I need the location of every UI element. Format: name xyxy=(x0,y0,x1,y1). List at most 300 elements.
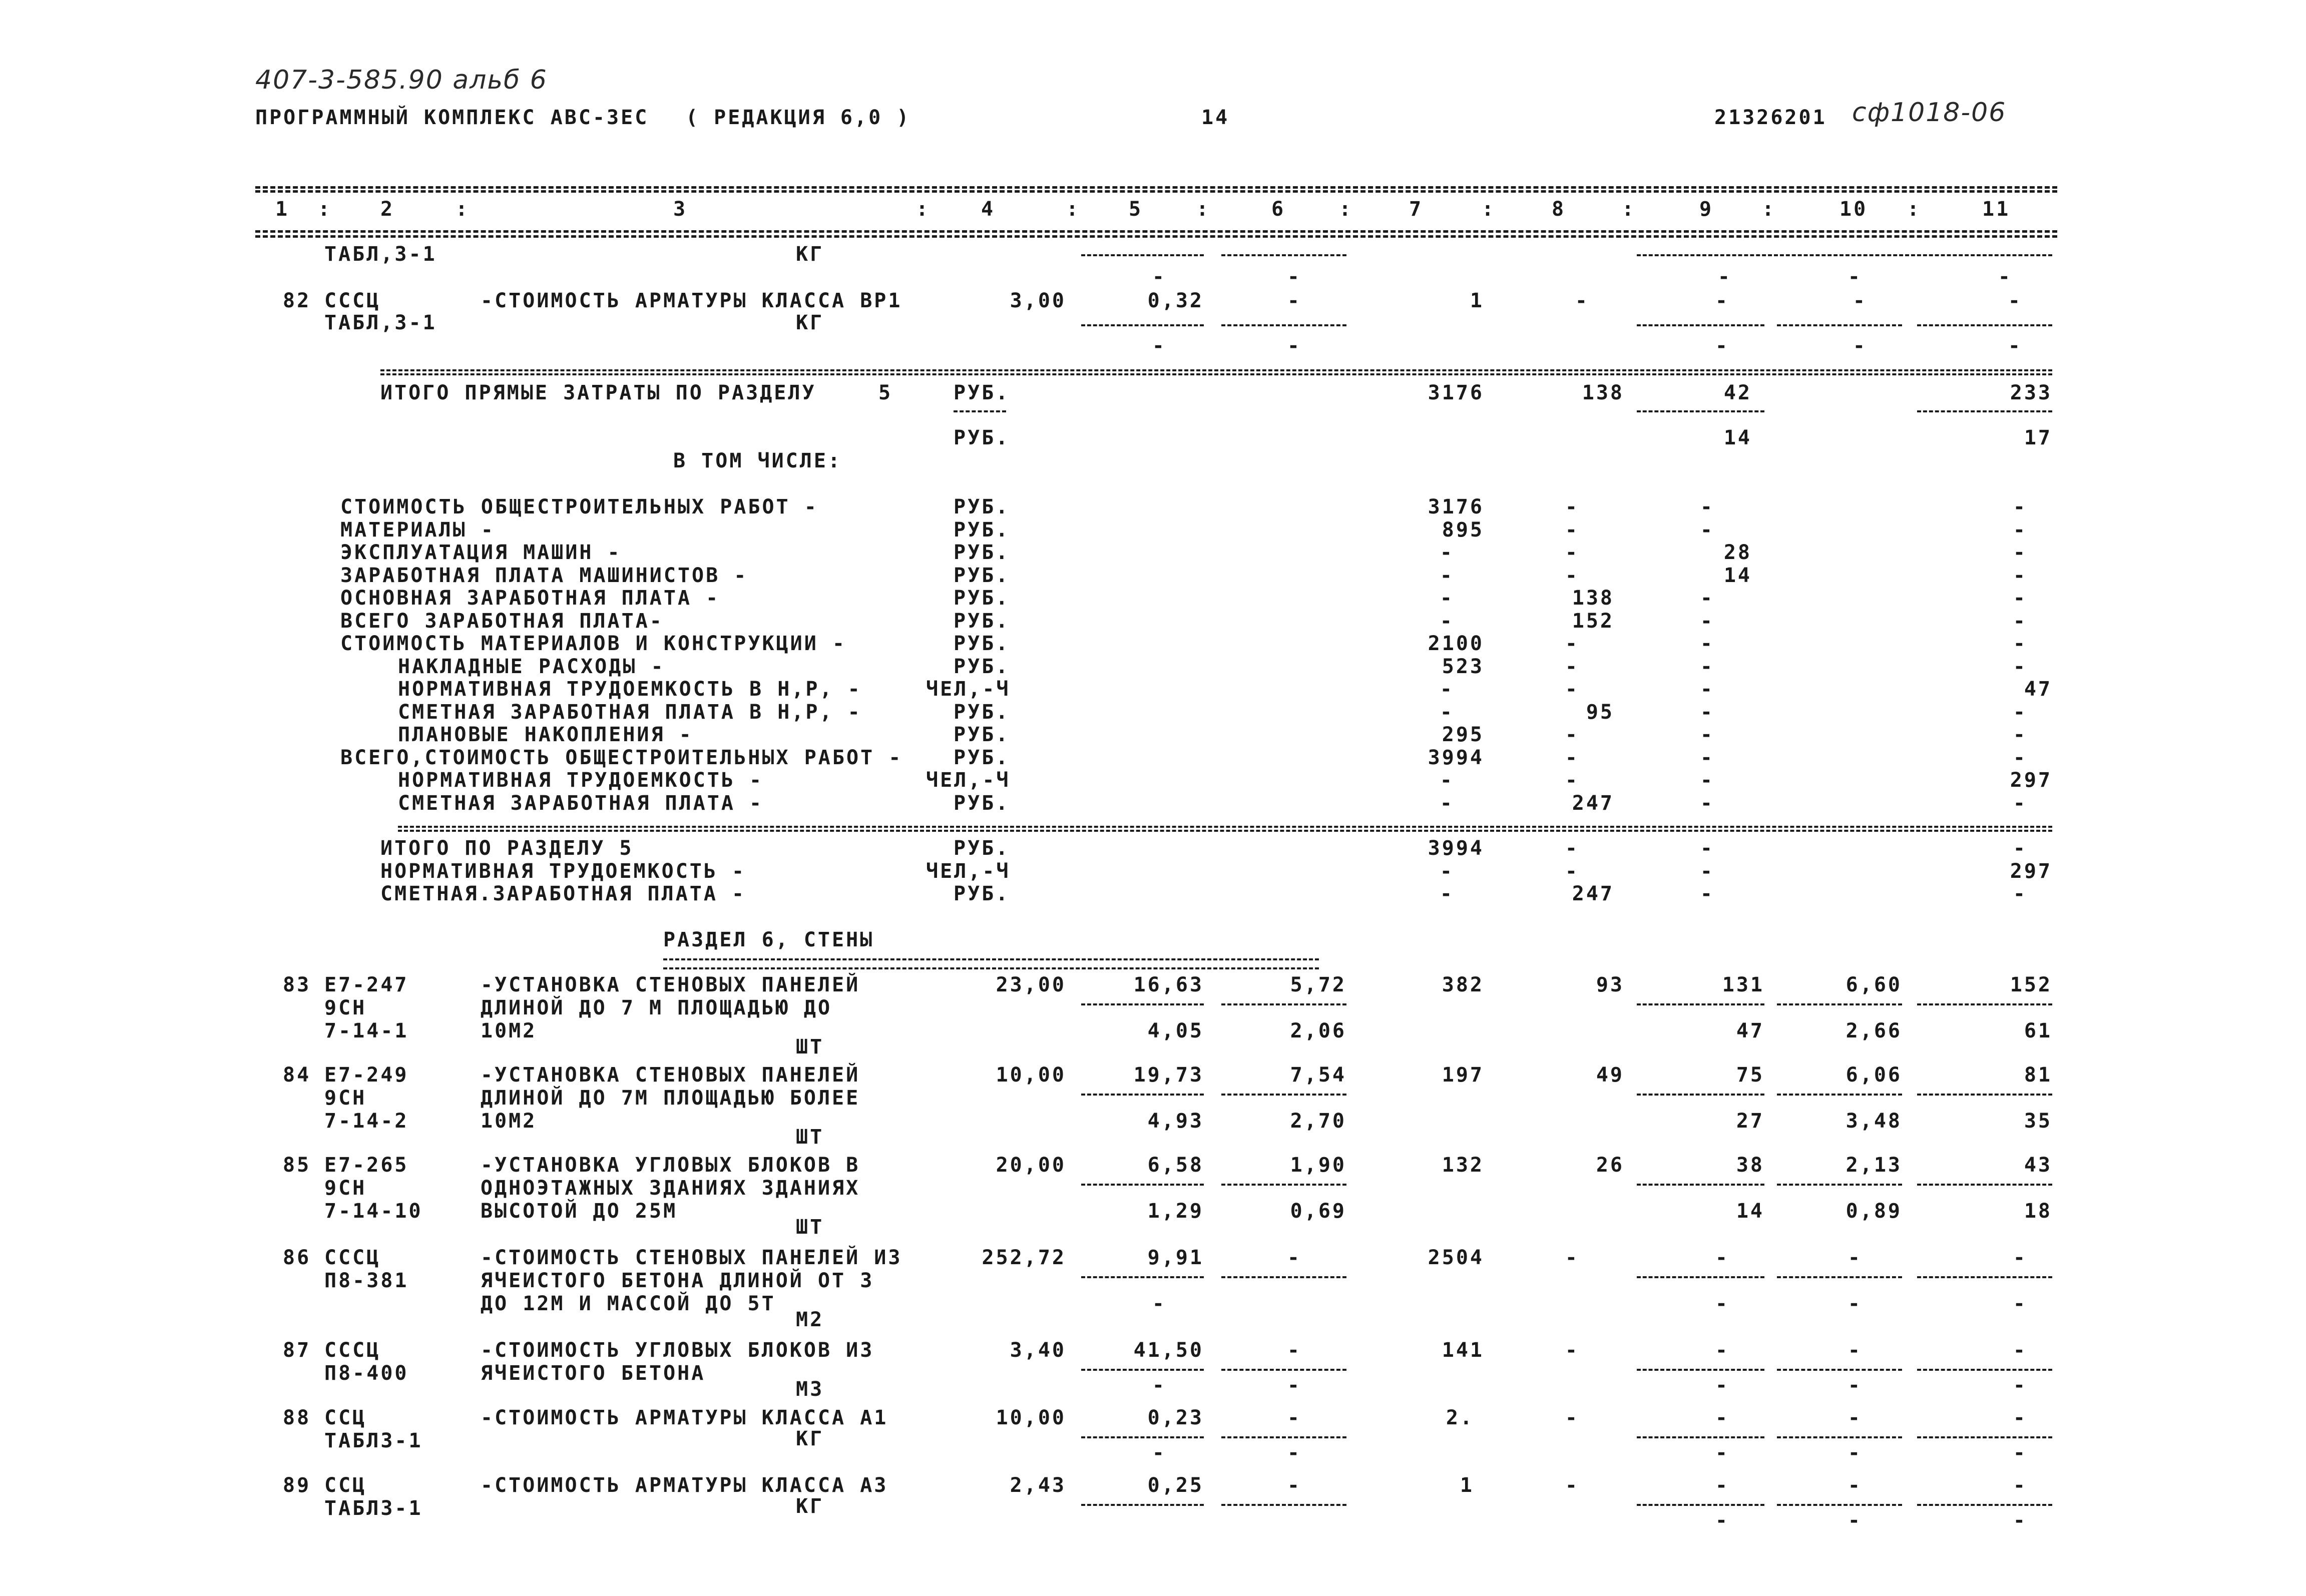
item-labour-unit: - xyxy=(1848,1339,1862,1362)
section-end-c9: - xyxy=(1700,837,1714,860)
col9-subrule xyxy=(1637,410,1764,412)
breakdown-c8: - xyxy=(1565,769,1579,792)
item-code: ССЦ xyxy=(324,1406,367,1429)
item-quantity: 252,72 xyxy=(982,1246,1066,1269)
item-code: Е7-249 xyxy=(324,1063,409,1087)
item-code: ТАБЛ3-1 xyxy=(324,1497,423,1520)
section-total-c9: 42 xyxy=(1723,381,1752,404)
col10-subrule xyxy=(1777,1369,1902,1371)
col6-subrule xyxy=(1221,1436,1346,1438)
item-machine-total-sub: - xyxy=(1715,1374,1729,1397)
item-unit-cost-sub: - xyxy=(1152,1441,1166,1464)
item-machine-total: - xyxy=(1715,1406,1729,1429)
item-description: ДЛИНОЙ ДО 7М ПЛОЩАДЬЮ БОЛЕЕ xyxy=(481,1087,860,1110)
item-number: 83 xyxy=(283,973,311,996)
breakdown-c8: 152 xyxy=(1572,609,1614,633)
col11-subrule xyxy=(1917,1094,2052,1096)
col11-subrule xyxy=(1917,1369,2052,1371)
col5-subrule xyxy=(1081,1003,1204,1005)
section-end-c7: - xyxy=(1440,859,1454,883)
breakdown-c8: - xyxy=(1565,564,1579,587)
item-labour-total: 152 xyxy=(2010,973,2052,996)
item-machine-total-sub: - xyxy=(1715,1509,1729,1532)
labour-unit-sub: - xyxy=(1853,334,1867,357)
breakdown-c11: - xyxy=(2013,541,2027,564)
breakdown-c9: 28 xyxy=(1723,541,1752,564)
item-labour-total-sub: - xyxy=(2013,1374,2027,1397)
item-description: -СТОИМОСТЬ АРМАТУРЫ КЛАССА А1 xyxy=(481,1406,888,1429)
item-wage: - xyxy=(1565,1246,1579,1269)
row-number: 82 xyxy=(283,289,311,312)
item-labour-unit-sub: 0,89 xyxy=(1846,1200,1902,1223)
item-description: ВЫСОТОЙ ДО 25М xyxy=(481,1200,678,1223)
breakdown-label: СТОИМОСТЬ ОБЩЕСТРОИТЕЛЬНЫХ РАБОТ - xyxy=(340,495,818,518)
item-labour-unit: 6,06 xyxy=(1846,1063,1902,1087)
item-total: 2504 xyxy=(1428,1246,1484,1269)
breakdown-end-rule xyxy=(398,826,2052,828)
breakdown-c7: - xyxy=(1440,587,1454,610)
item-unit-cost: 9,91 xyxy=(1147,1246,1204,1269)
item-unit-cost-sub: - xyxy=(1152,1374,1166,1397)
breakdown-c11: - xyxy=(2013,723,2027,746)
section-total-c9b: 14 xyxy=(1723,426,1752,449)
breakdown-c9: - xyxy=(1700,518,1714,542)
item-number: 85 xyxy=(283,1154,311,1177)
item-machine-total-sub: - xyxy=(1715,1441,1729,1464)
breakdown-c9: 14 xyxy=(1723,564,1752,587)
item-total: 132 xyxy=(1442,1154,1484,1177)
section-end-c7: 3994 xyxy=(1428,837,1484,860)
item-machine-total-sub: 14 xyxy=(1736,1200,1764,1223)
machine-total-sub: - xyxy=(1715,334,1729,357)
breakdown-unit: РУБ. xyxy=(954,655,1010,678)
item-unit-cost: 19,73 xyxy=(1133,1063,1204,1087)
col9-subrule xyxy=(1637,1184,1764,1186)
item-labour-unit: 6,60 xyxy=(1846,973,1902,996)
column-separator: : xyxy=(1339,198,1353,221)
breakdown-c11: - xyxy=(2013,746,2027,769)
header-rule-2 xyxy=(255,235,2057,238)
item-unit-cost: 0,23 xyxy=(1147,1406,1204,1429)
column-number: 3 xyxy=(673,198,688,221)
col5-subrule xyxy=(1081,1184,1204,1186)
total-cost: 1 xyxy=(1470,289,1484,312)
breakdown-c11: - xyxy=(2013,700,2027,724)
item-description: 10М2 xyxy=(481,1110,537,1133)
item-total: 197 xyxy=(1442,1063,1484,1087)
section-end-c11: - xyxy=(2013,882,2027,905)
item-labour-total: - xyxy=(2013,1339,2027,1362)
column-number: 10 xyxy=(1839,198,1868,221)
item-quantity: 23,00 xyxy=(996,973,1066,996)
item-machine-total-sub: 27 xyxy=(1736,1110,1764,1133)
col5-subrule xyxy=(1081,254,1204,256)
col6-subrule xyxy=(1221,324,1346,326)
item-labour-total-sub: 18 xyxy=(2024,1200,2052,1223)
breakdown-label: ВСЕГО,СТОИМОСТЬ ОБЩЕСТРОИТЕЛЬНЫХ РАБОТ - xyxy=(340,746,903,769)
section-total-unit: РУБ. xyxy=(954,381,1010,404)
item-labour-total-sub: 61 xyxy=(2024,1019,2052,1042)
item-code: 9СН xyxy=(324,1177,367,1200)
item-code: 9СН xyxy=(324,996,367,1019)
breakdown-c7: - xyxy=(1440,791,1454,815)
breakdown-unit: ЧЕЛ,-Ч xyxy=(926,769,1011,792)
item-code: П8-400 xyxy=(324,1362,409,1385)
item-description: -СТОИМОСТЬ УГЛОВЫХ БЛОКОВ ИЗ xyxy=(481,1339,874,1362)
item-labour-unit: - xyxy=(1848,1406,1862,1429)
col10-subrule xyxy=(1777,1436,1902,1438)
section-end-label: ИТОГО ПО РАЗДЕЛУ 5 xyxy=(380,837,634,860)
col9-subrule xyxy=(1637,1504,1764,1506)
breakdown-label: СМЕТНАЯ ЗАРАБОТНАЯ ПЛАТА В Н,Р, - xyxy=(398,700,862,724)
col9-subrule xyxy=(1637,1094,1764,1096)
item-unit-cost-sub: 1,29 xyxy=(1147,1200,1204,1223)
dash: - xyxy=(1152,265,1166,288)
breakdown-unit: РУБ. xyxy=(954,609,1010,633)
breakdown-c9: - xyxy=(1700,632,1714,655)
breakdown-c9: - xyxy=(1700,495,1714,518)
col6-subrule xyxy=(1221,1094,1346,1096)
item-labour-total-sub: - xyxy=(2013,1292,2027,1315)
item-quantity: 20,00 xyxy=(996,1154,1066,1177)
unit-cost: 0,32 xyxy=(1147,289,1204,312)
col5-subrule xyxy=(1081,324,1204,326)
labour-unit: - xyxy=(1853,289,1867,312)
col11-subrule xyxy=(1917,1436,2052,1438)
col11-subrule xyxy=(1917,1276,2052,1278)
col5-subrule xyxy=(1081,1436,1204,1438)
unit-cost-sub: - xyxy=(1152,334,1166,357)
col10-subrule xyxy=(1777,324,1902,326)
item-code: СССЦ xyxy=(324,1246,381,1269)
breakdown-label: МАТЕРИАЛЫ - xyxy=(340,518,495,542)
breakdown-c8: 247 xyxy=(1572,791,1614,815)
item-quantity: 10,00 xyxy=(996,1406,1066,1429)
col9-subrule xyxy=(1637,1436,1764,1438)
col9-11-subrule xyxy=(1637,254,2052,256)
breakdown-c8: - xyxy=(1565,723,1579,746)
item-unit-cost: 0,25 xyxy=(1147,1474,1204,1497)
item-quantity: 10,00 xyxy=(996,1063,1066,1087)
item-code: СССЦ xyxy=(324,1339,381,1362)
breakdown-label: ВСЕГО ЗАРАБОТНАЯ ПЛАТА- xyxy=(340,609,664,633)
breakdown-unit: РУБ. xyxy=(954,746,1010,769)
section-end-c11: - xyxy=(2013,837,2027,860)
column-number: 8 xyxy=(1552,198,1566,221)
section-total-label: ИТОГО ПРЯМЫЕ ЗАТРАТЫ ПО РАЗДЕЛУ xyxy=(380,381,816,404)
item-labour-unit-sub: - xyxy=(1848,1374,1862,1397)
item-machine-cost: - xyxy=(1287,1246,1301,1269)
item-unit: М2 xyxy=(796,1308,824,1331)
breakdown-c7: 3994 xyxy=(1428,746,1484,769)
item-number: 88 xyxy=(283,1406,311,1429)
col9-subrule xyxy=(1637,1003,1764,1005)
top-rule-2 xyxy=(255,190,2057,193)
col11-subrule xyxy=(1917,1184,2052,1186)
section-end-label: НОРМАТИВНАЯ ТРУДОЕМКОСТЬ - xyxy=(380,859,746,883)
item-total: 141 xyxy=(1442,1339,1484,1362)
item-machine-total: 38 xyxy=(1736,1154,1764,1177)
item-description: -СТОИМОСТЬ АРМАТУРЫ КЛАССА А3 xyxy=(481,1474,888,1497)
col9-subrule xyxy=(1637,1369,1764,1371)
col9-subrule xyxy=(1637,1276,1764,1278)
section-end-c8: - xyxy=(1565,837,1579,860)
including-heading: В ТОМ ЧИСЛЕ: xyxy=(673,449,842,472)
row-code: ТАБЛ,3-1 xyxy=(324,243,437,266)
breakdown-label: НОРМАТИВНАЯ ТРУДОЕМКОСТЬ - xyxy=(398,769,764,792)
section-end-c8: 247 xyxy=(1572,882,1614,905)
item-machine-cost-sub: - xyxy=(1287,1441,1301,1464)
column-separator: : xyxy=(1066,198,1081,221)
breakdown-c7: - xyxy=(1440,609,1454,633)
item-code: Е7-265 xyxy=(324,1154,409,1177)
item-machine-cost-sub: 2,70 xyxy=(1290,1110,1346,1133)
section-end-c8: - xyxy=(1565,859,1579,883)
col10-subrule xyxy=(1777,1094,1902,1096)
col11-subrule xyxy=(1917,1504,2052,1506)
item-unit-cost: 16,63 xyxy=(1133,973,1204,996)
item-quantity: 3,40 xyxy=(1010,1339,1066,1362)
column-separator: : xyxy=(1907,198,1922,221)
col6-subrule xyxy=(1221,254,1346,256)
item-labour-unit-sub: 2,66 xyxy=(1846,1019,1902,1042)
item-unit-cost: 6,58 xyxy=(1147,1154,1204,1177)
item-unit-cost: 41,50 xyxy=(1133,1339,1204,1362)
column-number: 1 xyxy=(275,198,290,221)
item-number: 84 xyxy=(283,1063,311,1087)
column-separator: : xyxy=(916,198,931,221)
item-machine-cost-sub: 0,69 xyxy=(1290,1200,1346,1223)
breakdown-c9: - xyxy=(1700,609,1714,633)
breakdown-c9: - xyxy=(1700,723,1714,746)
breakdown-label: НОРМАТИВНАЯ ТРУДОЕМКОСТЬ В Н,Р, - xyxy=(398,678,862,701)
breakdown-c11: 297 xyxy=(2010,769,2052,792)
item-unit: ШТ xyxy=(796,1216,824,1239)
item-description: 10М2 xyxy=(481,1019,537,1042)
item-unit: КГ xyxy=(796,1495,824,1518)
breakdown-c7: 295 xyxy=(1442,723,1484,746)
item-description: ЯЧЕИСТОГО БЕТОНА xyxy=(481,1362,706,1385)
breakdown-c7: 2100 xyxy=(1428,632,1484,655)
item-code: 7-14-2 xyxy=(324,1110,409,1133)
breakdown-c8: - xyxy=(1565,746,1579,769)
breakdown-c7: 895 xyxy=(1442,518,1484,542)
breakdown-c11: - xyxy=(2013,655,2027,678)
item-unit-cost-sub: 4,93 xyxy=(1147,1110,1204,1133)
section-total-unit2: РУБ. xyxy=(954,426,1010,449)
breakdown-c11: - xyxy=(2013,587,2027,610)
col10-subrule xyxy=(1777,1184,1902,1186)
edition: ( РЕДАКЦИЯ 6,0 ) xyxy=(686,106,911,129)
column-separator: : xyxy=(318,198,332,221)
item-wage: 49 xyxy=(1596,1063,1624,1087)
item-wage: - xyxy=(1565,1339,1579,1362)
section-total-c11: 233 xyxy=(2010,381,2052,404)
column-separator: : xyxy=(1762,198,1776,221)
breakdown-c8: - xyxy=(1565,541,1579,564)
section-title: РАЗДЕЛ 6, СТЕНЫ xyxy=(663,928,874,951)
section-end-c7: - xyxy=(1440,882,1454,905)
breakdown-unit: РУБ. xyxy=(954,723,1010,746)
breakdown-label: НАКЛАДНЫЕ РАСХОДЫ - xyxy=(398,655,665,678)
labour-total-sub: - xyxy=(2008,334,2022,357)
breakdown-c8: - xyxy=(1565,632,1579,655)
item-machine-total: - xyxy=(1715,1246,1729,1269)
col10-subrule xyxy=(1777,1504,1902,1506)
item-labour-total: - xyxy=(2013,1246,2027,1269)
item-unit: ШТ xyxy=(796,1126,824,1149)
item-labour-total: - xyxy=(2013,1406,2027,1429)
wage-cost: - xyxy=(1575,289,1589,312)
section-end-unit: РУБ. xyxy=(954,882,1010,905)
breakdown-c9: - xyxy=(1700,746,1714,769)
breakdown-label: ЗАРАБОТНАЯ ПЛАТА МАШИНИСТОВ - xyxy=(340,564,748,587)
column-separator: : xyxy=(1196,198,1211,221)
column-number: 6 xyxy=(1271,198,1286,221)
breakdown-c11: - xyxy=(2013,564,2027,587)
breakdown-c11: - xyxy=(2013,791,2027,815)
item-unit-cost-sub: 4,05 xyxy=(1147,1019,1204,1042)
item-code: ТАБЛ3-1 xyxy=(324,1429,423,1452)
col11-subrule xyxy=(1917,324,2052,326)
breakdown-label: СТОИМОСТЬ МАТЕРИАЛОВ И КОНСТРУКЦИИ - xyxy=(340,632,846,655)
col9-subrule xyxy=(1637,324,1764,326)
item-machine-total: - xyxy=(1715,1339,1729,1362)
breakdown-label: СМЕТНАЯ ЗАРАБОТНАЯ ПЛАТА - xyxy=(398,791,764,815)
col10-subrule xyxy=(1777,1003,1902,1005)
item-labour-unit: 2,13 xyxy=(1846,1154,1902,1177)
machine-cost: - xyxy=(1287,289,1301,312)
breakdown-c8: - xyxy=(1565,655,1579,678)
breakdown-c7: - xyxy=(1440,700,1454,724)
row-code: СССЦ xyxy=(324,289,381,312)
item-machine-cost: 1,90 xyxy=(1290,1154,1346,1177)
item-description: -УСТАНОВКА СТЕНОВЫХ ПАНЕЛЕЙ xyxy=(481,1063,860,1087)
handwritten-sheet-code: сф1018-06 xyxy=(1852,98,2007,128)
machine-cost-sub: - xyxy=(1287,334,1301,357)
item-labour-unit-sub: - xyxy=(1848,1509,1862,1532)
item-unit: КГ xyxy=(796,1427,824,1450)
item-labour-unit-sub: 3,48 xyxy=(1846,1110,1902,1133)
item-code: 7-14-1 xyxy=(324,1019,409,1042)
breakdown-unit: РУБ. xyxy=(954,495,1010,518)
item-labour-unit-sub: - xyxy=(1848,1292,1862,1315)
breakdown-label: ЭКСПЛУАТАЦИЯ МАШИН - xyxy=(340,541,622,564)
row-description: -СТОИМОСТЬ АРМАТУРЫ КЛАССА ВР1 xyxy=(481,289,902,312)
item-code: ССЦ xyxy=(324,1474,367,1497)
header-rule xyxy=(255,230,2057,233)
column-number: 7 xyxy=(1409,198,1424,221)
breakdown-unit: РУБ. xyxy=(954,518,1010,542)
breakdown-unit: РУБ. xyxy=(954,632,1010,655)
breakdown-c7: - xyxy=(1440,678,1454,701)
item-code: П8-381 xyxy=(324,1269,409,1292)
section-number: 5 xyxy=(878,381,893,404)
item-description: ЯЧЕИСТОГО БЕТОНА ДЛИНОЙ ОТ 3 xyxy=(481,1269,874,1292)
item-description: -УСТАНОВКА СТЕНОВЫХ ПАНЕЛЕЙ xyxy=(481,973,860,996)
col5-subrule xyxy=(1081,1094,1204,1096)
column-number: 4 xyxy=(981,198,996,221)
breakdown-c9: - xyxy=(1700,655,1714,678)
breakdown-c9: - xyxy=(1700,791,1714,815)
breakdown-c9: - xyxy=(1700,678,1714,701)
item-description: -УСТАНОВКА УГЛОВЫХ БЛОКОВ В xyxy=(481,1154,860,1177)
breakdown-unit: РУБ. xyxy=(954,587,1010,610)
item-labour-unit: - xyxy=(1848,1246,1862,1269)
row-unit: КГ xyxy=(796,311,824,334)
item-total: 382 xyxy=(1442,973,1484,996)
row-unit: КГ xyxy=(796,243,824,266)
column-number: 2 xyxy=(380,198,395,221)
column-separator: : xyxy=(1482,198,1496,221)
breakdown-c11: 47 xyxy=(2024,678,2052,701)
item-unit: ШТ xyxy=(796,1035,824,1058)
col5-subrule xyxy=(1081,1369,1204,1371)
machine-total: - xyxy=(1715,289,1729,312)
section-total-c11b: 17 xyxy=(2024,426,2052,449)
top-rule xyxy=(255,186,2057,189)
item-machine-cost: - xyxy=(1287,1474,1301,1497)
item-wage: - xyxy=(1565,1406,1579,1429)
item-labour-unit-sub: - xyxy=(1848,1441,1862,1464)
col11-subrule xyxy=(1917,1003,2052,1005)
labour-total: - xyxy=(2008,289,2022,312)
section-end-unit: РУБ. xyxy=(954,837,1010,860)
item-unit: М3 xyxy=(796,1378,824,1401)
col6-subrule xyxy=(1221,1504,1346,1506)
dash: - xyxy=(1287,265,1301,288)
breakdown-unit: РУБ. xyxy=(954,541,1010,564)
column-numbers xyxy=(255,198,2057,223)
item-labour-total-sub: - xyxy=(2013,1509,2027,1532)
breakdown-c7: 523 xyxy=(1442,655,1484,678)
dash: - xyxy=(1717,265,1732,288)
breakdown-c8: 138 xyxy=(1572,587,1614,610)
item-machine-cost: - xyxy=(1287,1339,1301,1362)
section-end-label: СМЕТНАЯ.ЗАРАБОТНАЯ ПЛАТА - xyxy=(380,882,746,905)
item-labour-total: - xyxy=(2013,1474,2027,1497)
unit-rule xyxy=(954,410,1006,412)
breakdown-unit: РУБ. xyxy=(954,564,1010,587)
item-total: 2. xyxy=(1446,1406,1474,1429)
item-labour-total-sub: - xyxy=(2013,1441,2027,1464)
col5-subrule xyxy=(1081,1276,1204,1278)
item-machine-cost-sub: 2,06 xyxy=(1290,1019,1346,1042)
section-total-c7: 3176 xyxy=(1428,381,1484,404)
section-end-c11: 297 xyxy=(2010,859,2052,883)
breakdown-end-rule xyxy=(398,830,2052,832)
item-machine-cost-sub: - xyxy=(1287,1374,1301,1397)
breakdown-c11: - xyxy=(2013,609,2027,633)
col6-subrule xyxy=(1221,1369,1346,1371)
item-code: Е7-247 xyxy=(324,973,409,996)
item-machine-cost: 5,72 xyxy=(1290,973,1346,996)
section-end-c9: - xyxy=(1700,859,1714,883)
item-wage: 93 xyxy=(1596,973,1624,996)
breakdown-c11: - xyxy=(2013,495,2027,518)
item-labour-unit: - xyxy=(1848,1474,1862,1497)
section-end-c9: - xyxy=(1700,882,1714,905)
breakdown-c11: - xyxy=(2013,632,2027,655)
item-number: 89 xyxy=(283,1474,311,1497)
breakdown-c9: - xyxy=(1700,587,1714,610)
breakdown-c8: - xyxy=(1565,678,1579,701)
item-wage: 26 xyxy=(1596,1154,1624,1177)
item-labour-total-sub: 35 xyxy=(2024,1110,2052,1133)
column-separator: : xyxy=(455,198,470,221)
col6-subrule xyxy=(1221,1184,1346,1186)
item-description: -СТОИМОСТЬ СТЕНОВЫХ ПАНЕЛЕЙ ИЗ xyxy=(481,1246,902,1269)
